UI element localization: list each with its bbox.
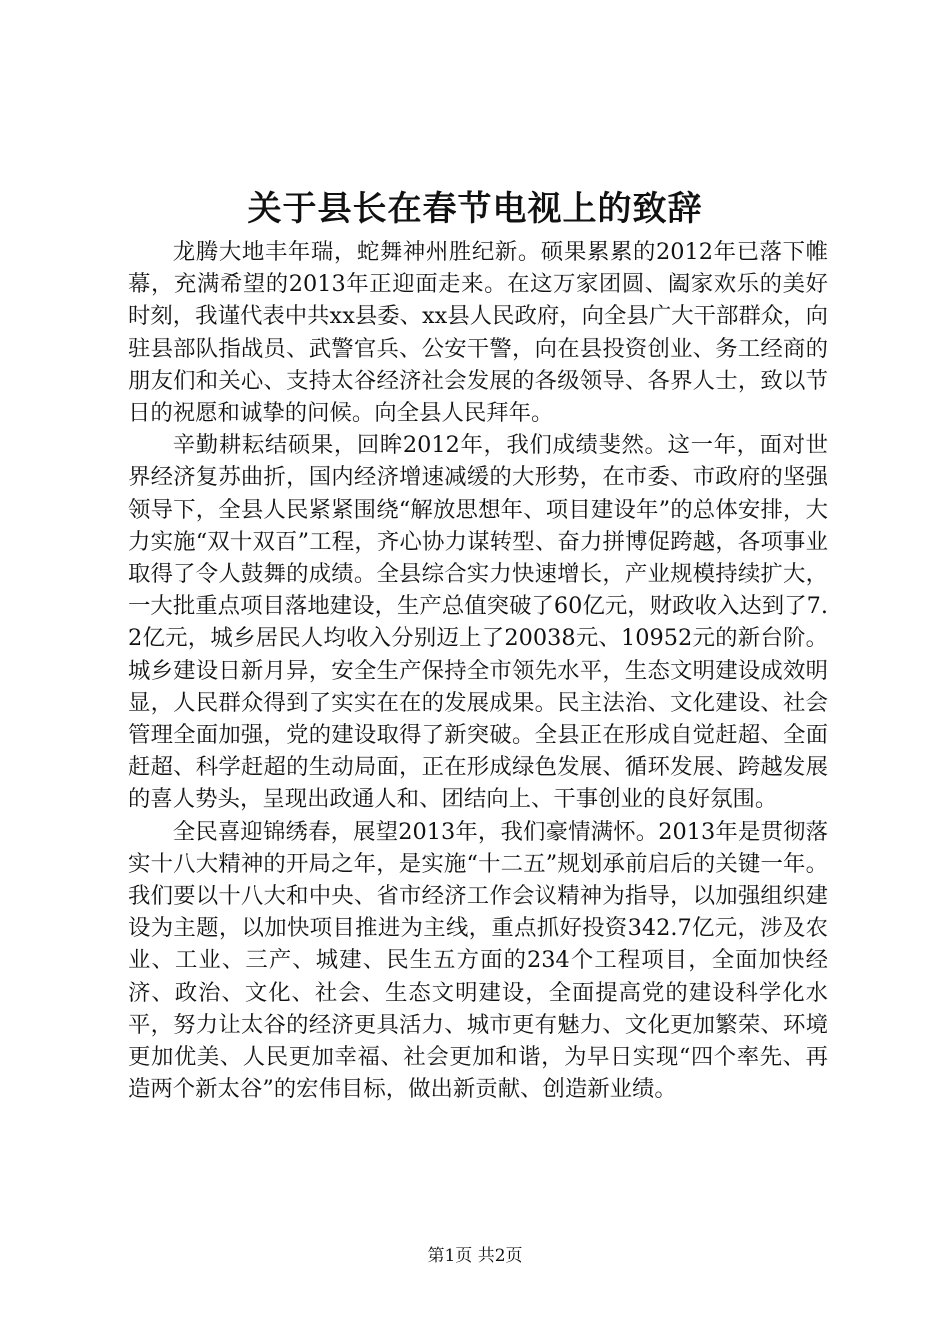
document-body [128, 236, 828, 1105]
paragraph-greeting: 龙腾大地丰年瑞，蛇舞神州胜纪新。硕果累累的2012年已落下帷幕，充满希望的2013年正迎面走来。在这万家团圆、阖家欢乐的美好时刻，我谨代表中共xx县委、xx县人民政府，向全县广大干部群众，向驻县部队指战员、武警官兵、公安干警，向在县投资创业、务工经商的朋友们和关心、支持太谷经济社会发展的各级领导、各界人士，致以节日的祝愿和诚挚的问候。向全县人民拜年。 [128, 239, 828, 427]
paragraph-outlook-2013: 全民喜迎锦绣春，展望2013年，我们豪情满怀。2013年是贯彻落实十八大精神的开局之年，是实施“十二五”规划承前启后的关键一年。我们要以十八大和中央、省市经济工作会议精神为指导，以加强组织建设为主题，以加快项目推进为主线，重点抓好投资342.7亿元，涉及农业、工业、三产、城建、民生五方面的234个工程项目，全面加快经济、政治、文化、社会、生态文明建设，全面提高党的建设科学化水平，努力让太谷的经济更具活力、城市更有魅力、文化更加繁荣、环境更加优美、人民更加幸福、社会更加和谐，为早日实现“四个率先、再造两个新太谷”的宏伟目标，做出新贡献、创造新业绩。 [128, 818, 828, 1103]
page-number: 第1页 共2页 [427, 1246, 523, 1266]
document-title: 关于县长在春节电视上的致辞 [247, 189, 703, 229]
paragraph-review-2012: 辛勤耕耘结硕果，回眸2012年，我们成绩斐然。这一年，面对世界经济复苏曲折，国内经济增速减缓的大形势，在市委、市政府的坚强领导下，全县人民紧紧围绕“解放思想年、项目建设年”的总体安排，大力实施“双十双百”工程，齐心协力谋转型、奋力拼博促跨越，各项事业取得了令人鼓舞的成绩。全县综合实力快速增长，产业规模持续扩大，一大批重点项目落地建设，生产总值突破了60亿元，财政收入达到了7.2亿元，城乡居民人均收入分别迈上了20038元、10952元的新台阶。城乡建设日新月异，安全生产保持全市领先水平，生态文明建设成效明显，人民群众得到了实实在在的发展成果。民主法治、文化建设、社会管理全面加强，党的建设取得了新突破。全县正在形成自觉赶超、全面赶超、科学赶超的生动局面，正在形成绿色发展、循环发展、跨越发展的喜人势头，呈现出政通人和、团结向上、干事创业的良好氛围。 [128, 432, 828, 813]
